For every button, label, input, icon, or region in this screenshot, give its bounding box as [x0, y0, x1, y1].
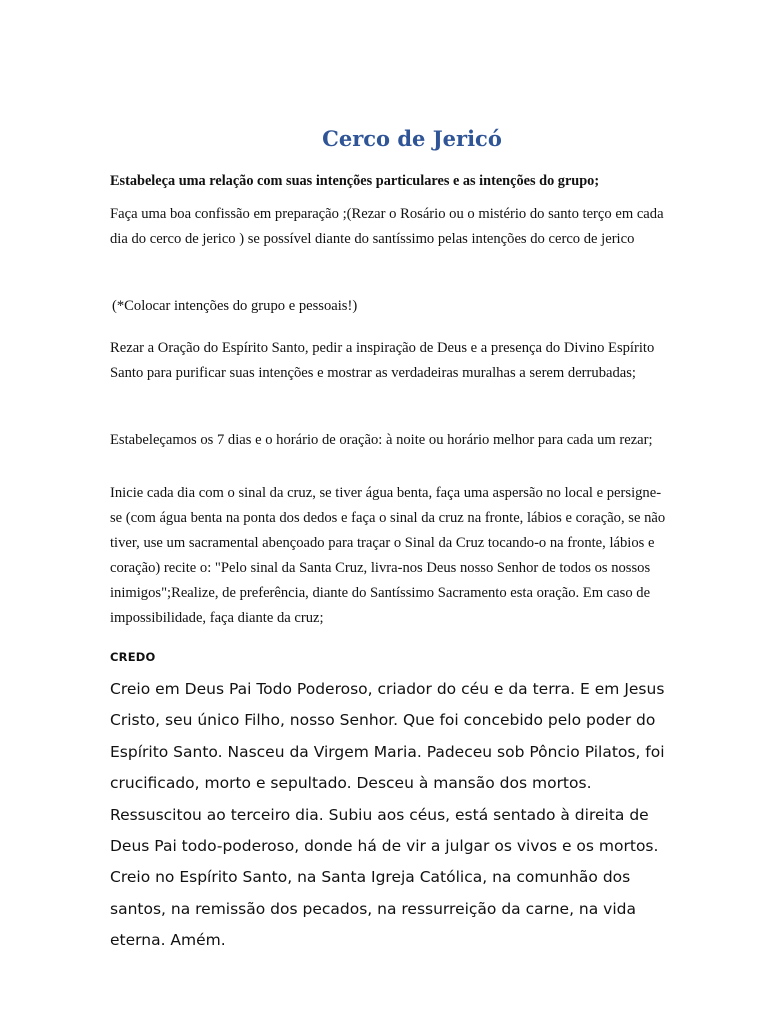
- credo-heading: CREDO: [110, 650, 156, 664]
- credo-prayer-text: Creio em Deus Pai Todo Poderoso, criador do céu e da terra. E em Jesus Cristo, seu único Filho, nosso Senhor. Que foi concebido pelo poder do Espírito Santo. Nasceu da Virgem Maria. Padeceu sob Pôncio Pilatos, foi crucificado, morto e sepultado. Desceu à mansão dos mortos. Ressuscitou ao terceiro dia. Subiu aos céus, está sentado à direita de Deus Pai todo-poderoso, donde há de vir a julgar os vivos e os mortos. Creio no Espírito Santo, na Santa Igreja Católica, na comunhão dos santos, na remissão dos pecados, na ressurreição da carne, na vida eterna. Amém.: [110, 680, 665, 950]
- paragraph-sete-dias: Estabeleçamos os 7 dias e o horário de oração: à noite ou horário melhor para cada um rezar;: [110, 432, 653, 448]
- paragraph-intencoes: (*Colocar intenções do grupo e pessoais!): [112, 298, 358, 314]
- paragraph-espirito-santo: Rezar a Oração do Espírito Santo, pedir a inspiração de Deus e a presença do Divino Espírito Santo para purificar suas intenções e mostrar as verdadeiras muralhas a serem derrubadas;: [110, 340, 655, 381]
- document-title: Cerco de Jericó: [322, 126, 502, 151]
- paragraph-sinal-da-cruz: Inicie cada dia com o sinal da cruz, se tiver água benta, faça uma aspersão no local e persigne-se (com água benta na ponta dos dedos e faça o sinal da cruz na fronte, lábios e coração, se não tiver, use um sacramental abençoado para traçar o Sinal da Cruz tocando-o na fronte, lábios e coração) recite o: "Pelo sinal da Santa Cruz, livra-nos Deus nosso Senhor de todos os nossos inimigos";Realize, de preferência, diante do Santíssimo Sacramento esta oração. Em caso de impossibilidade, faça diante da cruz;: [110, 485, 666, 626]
- document-subtitle: Estabeleça uma relação com suas intenções particulares e as intenções do grupo;: [110, 173, 600, 189]
- paragraph-confissao: Faça uma boa confissão em preparação ;(Rezar o Rosário ou o mistério do santo terço em cada dia do cerco de jerico ) se possível diante do santíssimo pelas intenções do cerco de jerico: [110, 206, 664, 247]
